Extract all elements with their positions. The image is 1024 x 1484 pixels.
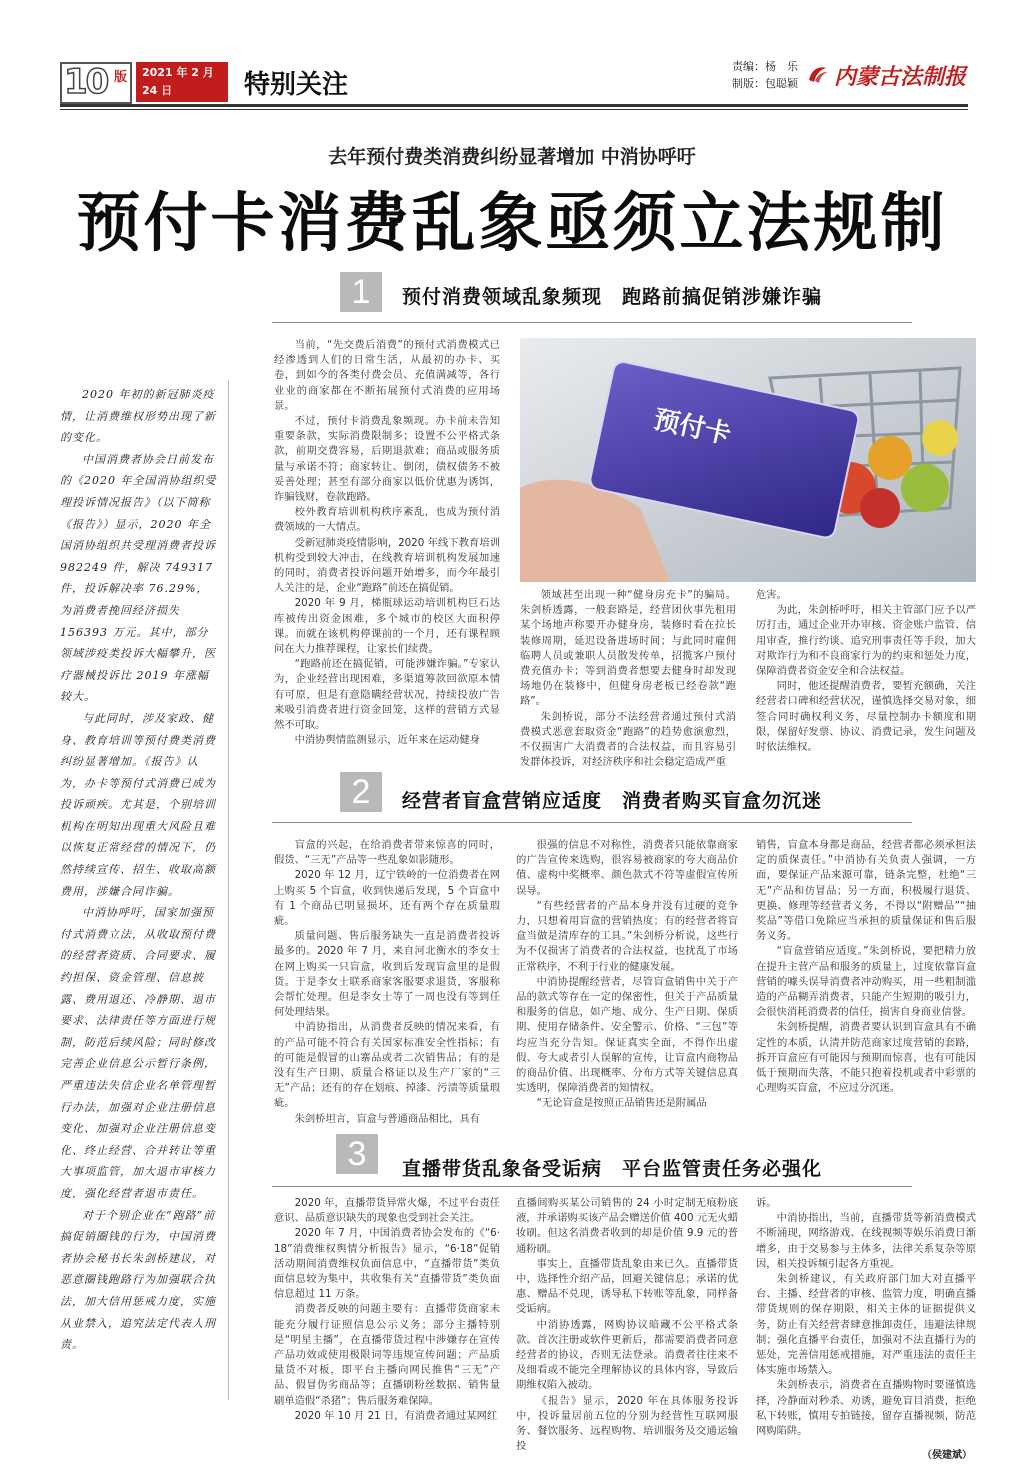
paragraph: “有些经营者的产品本身并没有过硬的竞争力，只想着用盲盒的营销热度；有的经营者将盲盒当做是清库存的工具。”朱剑桥分析说，这些行为不仅损害了消费者的合法权益，也扰乱了市场正常秩序，不利于行业的健康发展。	[516, 899, 738, 973]
paragraph: 中消协提醒经营者，尽管盲盒销售中关于产品的款式等存在一定的保密性，但关于产品质量和服务的信息，如产地、成分、生产日期、保质期、使用存储条件、安全警示、价格、“三包”等均应当充分告知。保证真实全面，不得作出虚假、夸大或者引人误解的宣传，让盲盒内商物品的商品价值、出现概率、分布方式等关键信息真实透明，保障消费者的知情权。	[516, 975, 738, 1095]
prepaid-card-illustration	[520, 338, 976, 582]
page-suffix: 版	[114, 70, 128, 85]
paragraph: 受新冠肺炎疫情影响，2020 年线下教育培训机构受到较大冲击，在线教育培训机构发展加速的同时，消费者投诉问题开始增多，而今年最引人关注的是，企业“跑路”前还在搞促销。	[274, 536, 500, 595]
paragraph: 当前，“先交费后消费”的预付式消费模式已经渗透到人们的日常生活，从最初的办卡、买卷，到如今的各类付费会员、充值满减等，各行业业的商家都在不断拓展预付式消费的应用场景。	[274, 339, 500, 412]
section-3-column-b	[516, 1196, 738, 1453]
intro-paragraph: 对于个别企业在“跑路”前搞促销圈钱的行为，中国消费者协会秘书长朱剑桥建议，对恶意圈钱跑路行为加强联合执法，加大信用惩戒力度，实施从业禁入，追究法定代表人刑责。	[60, 1208, 216, 1352]
section-title: 特别关注	[244, 70, 349, 100]
section-2-rule	[272, 822, 912, 823]
paragraph: 2020 年，直播带货异常火爆，不过平台责任意识、品质意识缺失的现象也受到社会关注。	[274, 1197, 500, 1225]
article-subheadline: 去年预付费类消费纠纷显著增加 中消协呼吁	[328, 146, 696, 168]
section-3-rule	[272, 1186, 912, 1187]
section-1-title: 预付消费领域乱象频现 跑路前搞促销涉嫌诈骗	[402, 286, 823, 308]
paragraph: “无论盲盒是按照正品销售还是附属品	[536, 1097, 707, 1110]
paragraph: 很强的信息不对称性，消费者只能依靠商家的广告宣传来选购，很容易被商家的夸大商品价值、虚构中奖概率、颜色款式不符等虚假宣传所误导。	[516, 839, 738, 897]
prepaid-card-photo	[520, 338, 976, 582]
paragraph: 直播间购买某公司销售的 24 小时定制无痕粉底液，并承诺购买该产品会赠送价值 400 元无火蜡妆刷。但这名消费者收到的却是价值 9.9 元的普通粉刷。	[516, 1197, 738, 1255]
newspaper-logo-icon	[806, 62, 830, 86]
paragraph: 2020 年 7 月，中国消费者协会发布的《“6·18”消费维权舆情分析报告》显示，“6·18”促销活动期间消费维权负面信息中，“直播带货”类负面信息较为集中，共收集有关“直播带货”类负面信息超过 11 万条。	[274, 1227, 500, 1301]
section-3-number: 3	[336, 1134, 378, 1174]
section-1-number: 1	[340, 272, 382, 312]
paragraph: 2020 年 12 月，辽宁铁岭的一位消费者在网上购买 5 个盲盒，收到快递后发现，5 个盲盒中有 1 个商品已明显损坏，还有两个存在质量瑕疵。	[274, 869, 500, 928]
page-number: 10	[64, 62, 108, 102]
paragraph: 校外教育培训机构秩序紊乱，也成为预付消费领域的一大情点。	[274, 506, 500, 534]
section-2-number: 2	[340, 772, 382, 812]
paragraph: 为此，朱剑桥呼吁，相关主管部门应予以严厉打击，通过企业开办审核、资金账户监管、信用审查，推行约谈、追究刑事责任等手段，加大对欺诈行为和不良商家行为的约束和惩处力度，保障消费者资金安全和合法权益。	[756, 604, 976, 678]
section-3-column-c	[756, 1196, 976, 1444]
paragraph: 朱剑桥表示，消费者在直播购物时要谨慎选择，冷静面对秒杀、劝诱，避免盲目消费，拒绝私下转账，慎用专拍链接，留存直播视频，防范网购陷阱。	[756, 1379, 976, 1438]
paragraph: 同时，他还提醒消费者，要暂充额确，关注经营者口碑和经营状况，谨慎选择交易对象，细签合同时确权利义务，尽量控制办卡额度和期限，保留好发票、协议、消费记录，发生问题及时依法维权。	[756, 680, 976, 754]
section-2-column-a	[274, 838, 500, 1160]
article-byline: （侯建斌）	[922, 1450, 972, 1461]
paragraph: 销售，盲盒本身都是商品，经营者都必须承担法定的质保责任。”中消协有关负责人强调，一方面，要保证产品来源可靠，链条完整，杜绝“三无”产品和仿冒品；另一方面，积极履行退货、更换、修理等经营者义务，不得以“附赠品”“抽奖品”等借口免除应当承担的质量保证和售后服务义务。	[756, 839, 976, 943]
paragraph: “盲盒营销应适度。”朱剑桥说，要把精力放在提升主营产品和服务的质量上，过度依靠盲盒营销的噱头误导消费者冲动购买，用一些粗制滥造的产品糊弄消费者，只能产生短期的吸引力，会很快消耗消费者的信任，损害自身商业信誉。	[756, 945, 976, 1019]
page-number-box	[60, 62, 132, 104]
paragraph: 消费者反映的问题主要有：直播带货商家未能充分履行证照信息公示义务；部分主播特别是“明星主播”，在直播带货过程中涉嫌存在宣传产品功效或使用极限词等违规宣传问题；产品质量货不对板，即平台主播向网民推售“三无”产品、假冒伪劣商品等；直播刷粉丝数据、销售量刷单造假“杀猪”；售后服务难保障。	[274, 1303, 500, 1407]
section-1-column-b	[520, 588, 736, 769]
paragraph: 危害。	[756, 589, 787, 601]
section-1-column-a	[274, 338, 500, 748]
editor-credits	[732, 58, 798, 92]
card-label: 预付卡	[650, 404, 734, 451]
paragraph: 《报告》显示，2020 年在具体服务投诉中，投诉量居前五位的分别为经营性互联网服务、餐饮服务、远程购物、培训服务及交通运输投	[516, 1394, 738, 1453]
intro-paragraph: 与此同时，涉及家政、健身、教育培训等预付费类消费纠纷显著增加。《报告》认为，办卡等预付式消费已成为投诉顽疾。尤其是，个别培训机构在明知出现重大风险且难以恢复正常经营的情况下，仍然持续宣传、招生、收取高额费用，涉嫌合同诈骗。	[60, 711, 216, 898]
intro-paragraph: 2020 年初的新冠肺炎疫情，让消费维权形势出现了新的变化。	[60, 388, 216, 445]
paragraph: 中消协指出，当前，直播带货等新消费模式不断涌现，网络游戏、在线视频等娱乐消费日渐增多，由于交易参与主体多，法律关系复杂等原因，相关投诉频引起各方重视。	[756, 1212, 976, 1270]
issue-date: 2021 年 2 月 24 日	[142, 66, 214, 97]
paragraph: 朱剑桥提醒，消费者要认识到盲盒具有不确定性的本质，认清并防范商家过度营销的套路，拆开盲盒应有可能因与预期而惊喜，也有可能因低于预期而失落，不能只抱着投机或者中彩票的心理购买盲盒，不应过分沉迷。	[756, 1021, 976, 1095]
paragraph: 中消协舆情监测显示，近年来在运动健身	[294, 734, 480, 747]
section-2-title: 经营者盲盒营销应适度 消费者购买盲盒勿沉迷	[402, 790, 823, 812]
section-2-column-c	[756, 838, 976, 1160]
masthead-rule-thin	[60, 109, 968, 110]
section-3-title: 直播带货乱象备受诟病 平台监管责任务必强化	[402, 1158, 823, 1180]
article-headline: 预付卡消费乱象亟须立法规制	[76, 186, 948, 261]
section-1-rule	[272, 322, 912, 323]
intro-paragraph: 中消协呼吁，国家加强预付式消费立法，从收取预付费的经营者资质、合同要求、履约担保、资金管理、信息披露、费用退还、冷静期、退市要求、法律责任等方面进行规制，防范后续风险；同时修改完善企业信息公示暂行条例，严重违法失信企业名单管理暂行办法，加强对企业注册信息变化、加强对企业注册信息变化、终止经营、合并转让等重大事项监管，加大退市审核力度，强化经营者退市责任。	[60, 906, 216, 1200]
paragraph: 事实上，直播带货乱象由来已久。直播带货中，选择性介绍产品，回避关键信息；承诺的优惠、赠品不兑现，诱导私下转账等乱象，同样备受诟病。	[516, 1257, 738, 1316]
paragraph: 2020 年 10 月 21 日，有消费者通过某网红	[294, 1409, 498, 1422]
paragraph: “跑路前还在搞促销，可能涉嫌诈骗。”专家认为，企业经营出现困难，多渠道筹款回欲原本情有可原，但是有意隐瞒经营状况，持续投放广告来吸引消费者进行资金回笼，这样的营销方式显然不可取。	[274, 658, 500, 732]
paragraph: 朱剑桥说，部分不法经营者通过预付式消费模式恶意套取资金“跑路”的趋势愈演愈烈，不仅损害广大消费者的合法权益，而且容易引发群体投诉，对经济秩序和社会稳定造成严重	[520, 710, 736, 769]
editor-name: 责编：杨 乐	[732, 60, 798, 73]
newspaper-logo: 内蒙古法制报	[834, 64, 967, 90]
section-3-column-a	[274, 1196, 500, 1444]
paragraph: 领域甚至出现一种“健身房充卡”的骗局。朱剑桥透露，一般套路是，经营团伙事先租用某个场地声称要开办健身房，装修时看在拉长装修周期，延迟设备进场时间；与此同时雇佣临聘人员或兼职人员散发传单，招揽客户预付费充值办卡；等到消费者想要去健身时却发现场地仍在装修中，但健身房老板已经卷款“跑路”。	[520, 589, 736, 708]
designer-name: 制版：包聪颖	[732, 77, 798, 90]
section-1-column-c	[756, 588, 976, 758]
section-2-column-b	[516, 838, 738, 1160]
paragraph: 质量问题、售后服务缺失一直是消费者投诉最多的。2020 年 7 月，来自河北衡水的李女士在网上购买一只盲盒，收到后发现盲盒里的是假货。于是李女士联系商家客服要求退货，客服称会帮忙处理。但是李女士等了一周也没有等到任何处理结果。	[274, 930, 500, 1019]
masthead-rule	[60, 104, 968, 107]
intro-column	[60, 384, 220, 1404]
paragraph: 中消协指出，从消费者反映的情况来看，有的产品可能不符合有关国家标准安全性指标；有的可能是假冒的山寨品或者二次销售品；有的是没有生产日期、质量合格证以及生产厂家的“三无”产品；还有的存在划痕、掉漆、污渍等质量瑕疵。	[274, 1021, 500, 1110]
intro-paragraph: 中国消费者协会日前发布的《2020 年全国消协组织受理投诉情况报告》（以下简称《报告》）显示，2020 年全国消协组织共受理消费者投诉 982249 件，解决 749317 件，投诉解决率 76.29%，为消费者挽回经济损失 156393 万元。其中，部分领域涉疫类投诉大幅攀升，医疗器械投诉比 2019 年涨幅较大。	[60, 452, 217, 704]
column-divider	[228, 380, 229, 1400]
date-box	[136, 62, 228, 102]
paragraph: 2020 年 9 月，梯瓶球运动培训机构巨石达库被传出资金困难，多个城市的校区大面积停课。而就在该机构停课前的一个月，还有课程顾问在大力推荐课程，让家长们续费。	[274, 597, 500, 656]
paragraph: 朱剑桥建议，有关政府部门加大对直播平台、主播、经营者的审核、监管力度，明确直播带货规则的保存期限，相关主体的证据提供义务，防止有关经营者肆意推卸责任，违避法律规制；强化直播平台责任，加强对不法直播行为的惩处，完善信用惩戒措施，对严重违法的责任主体实施市场禁入。	[756, 1273, 976, 1377]
paragraph: 中消协透露，网购协议暗藏不公平格式条款。首次注册或软件更新后，都需要消费者同意经营者的协议，否则无法登录。消费者往往来不及细看或不能完全理解协议的具体内容，导致后期维权陷入被动。	[516, 1318, 738, 1392]
paragraph: 朱剑桥坦言，盲盒与普通商品相比，具有	[294, 1112, 480, 1125]
paragraph: 不过，预付卡消费乱象频现。办卡前未告知重要条款，实际消费限制多；设置不公平格式条款，前期交费容易，后期退款难；商品或服务质量与承诺不符；商家转让、倒闭，债权债务不被妥善处理；甚至有部分商家以低价优惠为诱饵，诈骗钱财，卷款跑路。	[274, 415, 500, 504]
paragraph: 诉。	[756, 1197, 777, 1209]
paragraph: 盲盒的兴起，在给消费者带来惊喜的同时，假货、“三无”产品等一些乱象如影随形。	[274, 839, 500, 867]
